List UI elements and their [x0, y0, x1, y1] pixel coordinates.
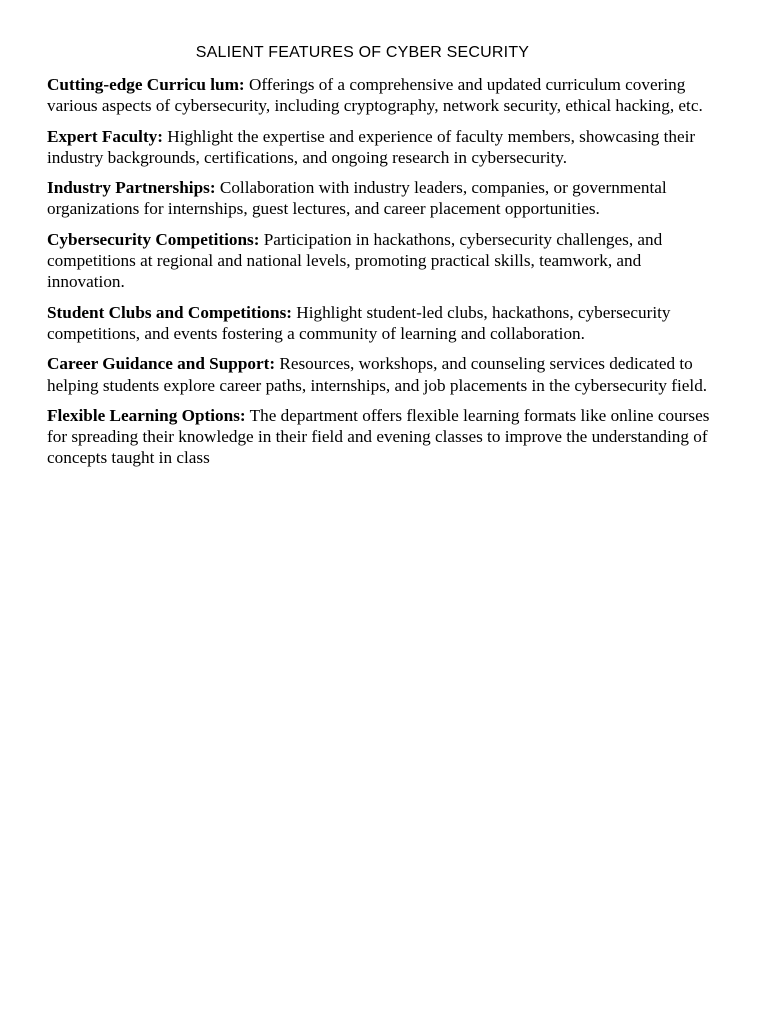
feature-description: Highlight student-led clubs, hackathons, cybersecurity competitions, and events fostering a community of learning and collaboration.: [47, 302, 671, 343]
feature-list: [47, 74, 723, 478]
feature-industry-partnerships: [47, 177, 723, 220]
feature-term: Student Clubs and Competitions:: [47, 302, 292, 322]
feature-student-clubs: [47, 302, 723, 345]
feature-flexible-learning: [47, 405, 723, 469]
feature-term: Cutting-edge Curricu lum:: [47, 75, 245, 94]
feature-cybersecurity-competitions: [47, 229, 723, 293]
feature-term: Cybersecurity Competitions:: [47, 229, 260, 249]
feature-term: Flexible Learning Options:: [47, 405, 246, 425]
feature-description: Collaboration with industry leaders, companies, or governmental organizations for internships, guest lectures, and career placement opportunities.: [47, 178, 667, 219]
feature-career-guidance: [47, 353, 723, 396]
feature-term: Industry Partnerships:: [47, 178, 216, 198]
feature-description: Offerings of a comprehensive and updated curriculum covering various aspects of cybersecurity, including cryptography, network security, ethical hacking, etc.: [47, 75, 703, 116]
feature-description: The department offers flexible learning formats like online courses for spreading their knowledge in their field and evening classes to improve the understanding of concepts taught in class: [47, 405, 710, 468]
feature-cutting-edge-curriculum: [47, 74, 723, 117]
feature-expert-faculty: [47, 126, 723, 169]
feature-description: Participation in hackathons, cybersecurity challenges, and competitions at regional and national levels, promoting practical skills, teamwork, and innovation.: [47, 229, 663, 292]
feature-description: Highlight the expertise and experience of faculty members, showcasing their industry backgrounds, certifications, and ongoing research in cybersecurity.: [47, 126, 696, 167]
feature-description: Resources, workshops, and counseling services dedicated to helping students explore career paths, internships, and job placements in the cybersecurity field.: [47, 354, 708, 395]
feature-term: Expert Faculty:: [47, 126, 163, 146]
feature-term: Career Guidance and Support:: [47, 354, 276, 374]
page-title: SALIENT FEATURES OF CYBER SECURITY: [195, 44, 530, 61]
